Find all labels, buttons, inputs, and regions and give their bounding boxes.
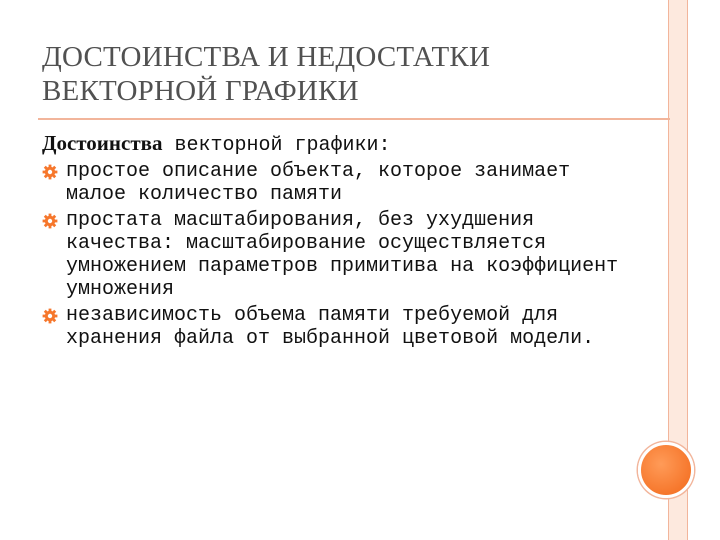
gear-bullet-icon: [42, 164, 58, 180]
slide-title: [42, 40, 642, 108]
title-divider: [38, 118, 670, 120]
title-line-1: ДОСТОИНСТВА И НЕДОСТАТКИ: [42, 41, 491, 73]
list-item: [42, 304, 632, 350]
bullet-list: [42, 160, 632, 350]
list-item-text: независимость объема памяти требуемой для хранения файла от выбранной цветовой модели.: [66, 304, 595, 350]
list-item: [42, 160, 632, 206]
slide-content: [42, 132, 632, 353]
intro-bold: Достоинства: [42, 131, 163, 155]
list-item-text: простата масштабирования, без ухудшения качества: масштабирование осуществляется умножением параметров примитива на коэффициент умножения: [66, 209, 619, 301]
list-item: [42, 209, 632, 301]
gear-bullet-icon: [42, 213, 58, 229]
title-line-2: ВЕКТОРНОЙ ГРАФИКИ: [42, 75, 359, 107]
gear-bullet-icon: [42, 308, 58, 324]
intro-line: [42, 132, 632, 157]
intro-rest: векторной графики:: [162, 134, 391, 157]
list-item-text: простое описание объекта, которое занимает малое количество памяти: [66, 160, 571, 206]
decorative-circle: [638, 442, 694, 498]
